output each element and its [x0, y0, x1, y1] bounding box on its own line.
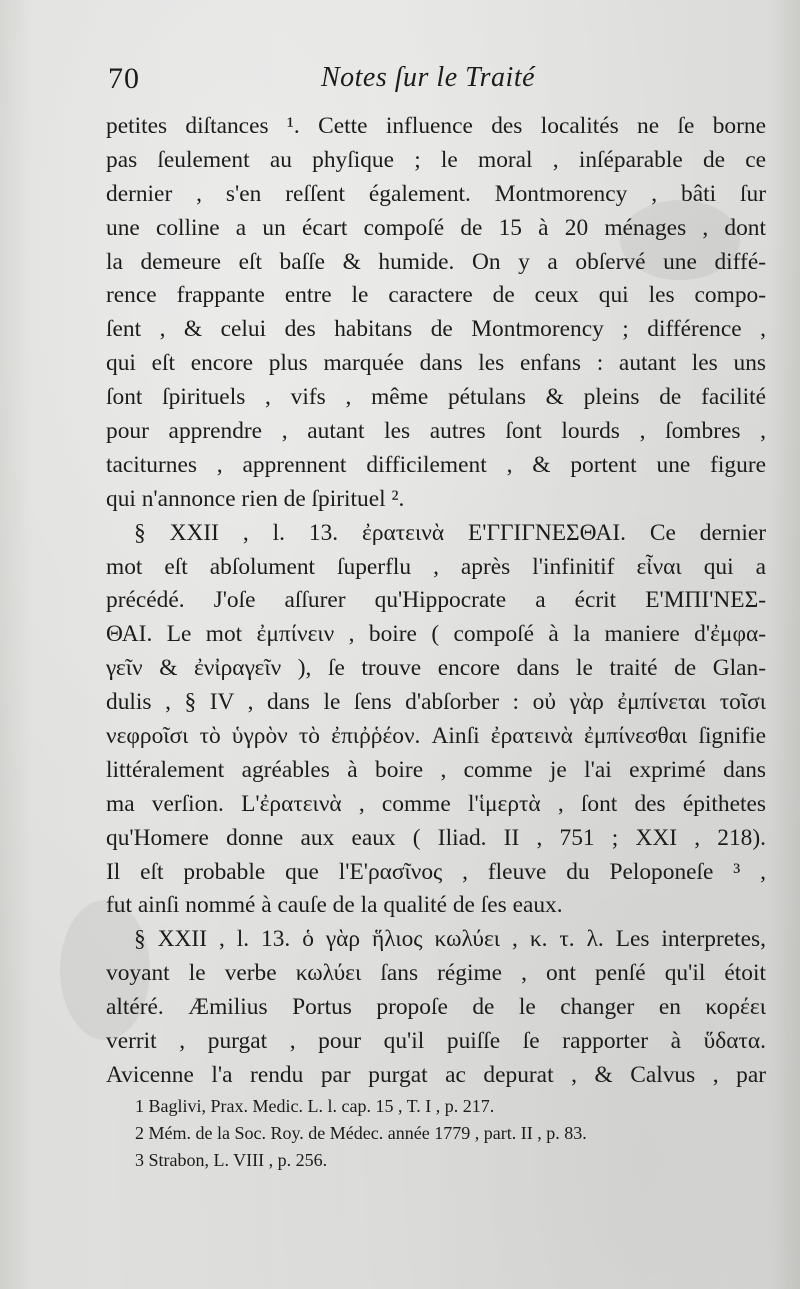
text-line: voyant le verbe κωλύει ſans régime , ont penſé qu'il étoit: [106, 960, 766, 987]
page-header: [108, 62, 748, 102]
text-line: taciturnes , apprennent difficilement , & portent une figure: [106, 451, 766, 478]
text-line: la demeure eſt baſſe & humide. On y a obſervé une diffé-: [106, 248, 766, 275]
text-line: verrit , purgat , pour qu'il puiſſe ſe rapporter à ὕδατα.: [106, 1028, 766, 1055]
text-line: § XXII , l. 13. ὁ γὰρ ἥλιος κωλύει , κ. τ. λ. Les interpretes,: [134, 926, 766, 953]
footnote: 2 Mém. de la Soc. Roy. de Médec. année 1779 , part. II , p. 83.: [135, 1123, 587, 1143]
text-line: mot eſt abſolument ſuperflu , après l'infinitif εἶναι qui a: [106, 553, 766, 580]
text-line: qu'Homere donne aux eaux ( Iliad. II , 751 ; XXI , 218).: [106, 824, 766, 851]
body-text: [106, 110, 766, 1093]
page-number: 70: [108, 62, 140, 95]
text-line: Avicenne l'a rendu par purgat ac depurat , & Calvus , par: [106, 1061, 766, 1088]
text-line: § XXII , l. 13. ἐρατεινὰ Ε'ΓΓΙΓΝΕΣΘΑΙ. Ce dernier: [134, 519, 766, 546]
text-line: fut ainſi nommé à cauſe de la qualité de ſes eaux.: [106, 892, 563, 919]
text-line: pour apprendre , autant les autres ſont lourds , ſombres ,: [106, 418, 766, 445]
text-line: une colline a un écart compoſé de 15 à 20 ménages , dont: [106, 214, 766, 241]
text-line: dulis , § IV , dans le ſens d'abſorber : οὐ γὰρ ἐμπίνεται τοῖσι: [106, 689, 766, 716]
text-line: petites diſtances ¹. Cette influence des localités ne ſe borne: [106, 113, 766, 139]
text-line: qui eſt encore plus marquée dans les enfans : autant les uns: [106, 350, 766, 377]
text-line: précédé. J'oſe aſſurer qu'Hippocrate a écrit Ε'ΜΠΙ'ΝΕΣ-: [106, 587, 766, 614]
text-line: altéré. Æmilius Portus propoſe de le changer en κορέει: [106, 994, 766, 1021]
text-line: ſent , & celui des habitans de Montmorency ; différence ,: [106, 316, 766, 343]
text-line: littéralement agréables à boire , comme je l'ai exprimé dans: [106, 756, 766, 783]
running-title: Notes ſur le Traité: [320, 62, 536, 93]
text-line: ΘΑΙ. Le mot ἐμπίνειν , boire ( compoſé à la maniere d'ἐμφα-: [106, 621, 766, 648]
text-line: νεφροῖσι τὸ ὑγρὸν τὸ ἐπιῤῥέον. Ainſi ἐρατεινὰ ἐμπίνεσθαι ſignifie: [106, 723, 766, 750]
footnote: 1 Baglivi, Prax. Medic. L. l. cap. 15 , T. I , p. 217.: [135, 1096, 495, 1116]
text-line: ma verſion. L'ἐρατεινὰ , comme l'ἱμερτὰ , ſont des épithetes: [106, 790, 766, 817]
text-line: γεῖν & ἐνἰραγεῖν ), ſe trouve encore dans le traité de Glan-: [106, 655, 766, 682]
text-line: pas ſeulement au phyſique ; le moral , inſéparable de ce: [106, 146, 766, 173]
text-line: dernier , s'en reſſent également. Montmorency , bâti ſur: [106, 180, 766, 207]
text-line: Il eſt probable que l'Ε'ρασῖνος , fleuve du Peloponeſe ³ ,: [106, 858, 766, 885]
text-line: ſont ſpirituels , vifs , même pétulans & pleins de facilité: [106, 384, 766, 411]
text-line: qui n'annonce rien de ſpirituel ².: [106, 485, 405, 512]
footnotes: [135, 1093, 755, 1174]
text-line: rence frappante entre le caractere de ceux qui les compo-: [106, 282, 766, 309]
footnote: 3 Strabon, L. VIII , p. 256.: [135, 1150, 328, 1170]
